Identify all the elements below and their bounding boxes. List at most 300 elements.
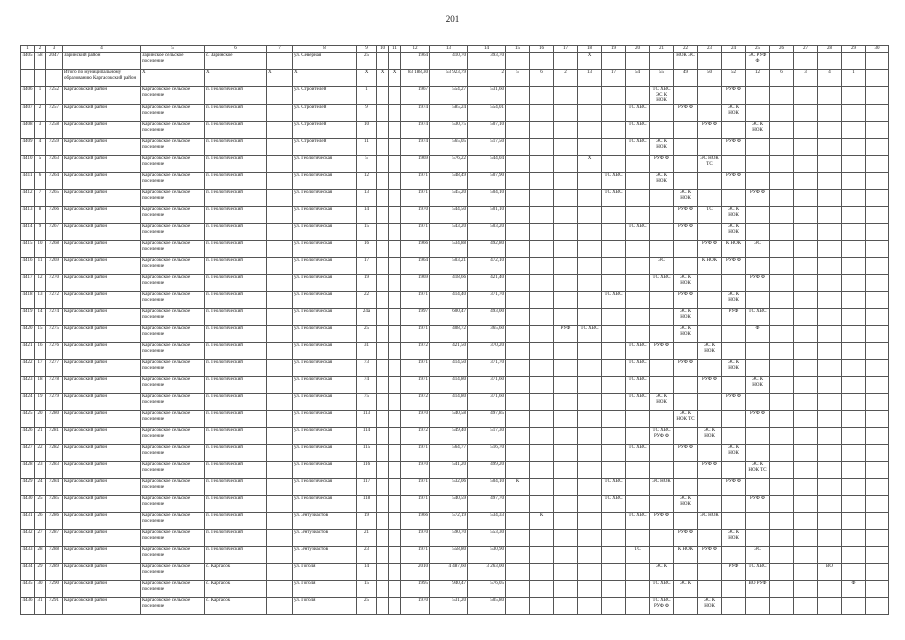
table-cell: п. Геологический xyxy=(205,343,267,360)
table-cell: 7266 xyxy=(46,207,63,224)
table-cell xyxy=(554,156,578,173)
table-cell xyxy=(794,156,818,173)
table-cell xyxy=(866,224,889,241)
table-cell xyxy=(818,360,842,377)
table-cell xyxy=(746,479,770,496)
table-cell xyxy=(530,86,554,104)
table-cell xyxy=(377,394,389,411)
table-cell xyxy=(842,462,866,479)
table-cell: 6 xyxy=(530,69,554,86)
table-cell: ЭС К НОК ТС xyxy=(674,411,698,428)
table-cell xyxy=(377,86,389,104)
table-cell xyxy=(722,122,746,139)
table-cell: п. Геологический xyxy=(205,173,267,190)
table-cell xyxy=(506,224,530,241)
table-cell xyxy=(722,598,746,615)
table-cell: 1970 xyxy=(401,530,430,547)
table-cell: 365,60 xyxy=(468,326,506,343)
table-cell: 558,80 xyxy=(430,547,468,564)
table-cell: 8 xyxy=(35,207,46,224)
table-cell xyxy=(698,445,722,462)
table-cell xyxy=(267,462,293,479)
table-cell xyxy=(674,258,698,275)
table-cell: п. Геологический xyxy=(205,530,267,547)
table-cell: 503,21 xyxy=(430,258,468,275)
table-cell xyxy=(818,513,842,530)
table-cell xyxy=(578,139,602,156)
table-cell xyxy=(746,428,770,445)
table-cell: ул. Гоголя xyxy=(293,581,357,598)
table-cell xyxy=(377,190,389,207)
table-cell xyxy=(578,394,602,411)
table-cell: 9 xyxy=(357,105,377,122)
table-cell xyxy=(866,173,889,190)
table-cell: 371,70 xyxy=(468,360,506,377)
table-cell: ТС ХВС xyxy=(650,581,674,598)
table-cell: Каргасокское сельское поселение xyxy=(141,394,205,411)
table-cell: 7 xyxy=(35,190,46,207)
table-cell: 1971 xyxy=(401,326,430,343)
table-cell xyxy=(866,530,889,547)
table-cell: ул. Геологическая xyxy=(293,309,357,326)
table-cell xyxy=(530,394,554,411)
table-cell xyxy=(554,105,578,122)
column-number: 26 xyxy=(770,46,794,53)
table-cell xyxy=(578,462,602,479)
table-cell xyxy=(698,105,722,122)
table-cell: ТС ХВС РУФ Ф xyxy=(650,428,674,445)
table-cell xyxy=(267,105,293,122)
table-cell xyxy=(530,547,554,564)
table-row xyxy=(21,156,889,173)
table-cell: ул. Геологическая xyxy=(293,173,357,190)
column-number: 24 xyxy=(722,46,746,53)
table-cell: 4418 xyxy=(21,292,35,309)
table-cell: К НОК xyxy=(698,258,722,275)
table-cell xyxy=(530,564,554,581)
table-cell xyxy=(506,428,530,445)
table-cell xyxy=(389,207,401,224)
table-cell xyxy=(626,564,650,581)
table-cell xyxy=(602,581,626,598)
table-cell: п. Геологический xyxy=(205,190,267,207)
table-cell: 4419 xyxy=(21,309,35,326)
table-cell: Каргасокский район xyxy=(63,530,141,547)
table-cell xyxy=(578,360,602,377)
table-cell xyxy=(554,173,578,190)
table-cell: ул. Геологическая xyxy=(293,394,357,411)
table-cell: 7276 xyxy=(46,343,63,360)
table-cell: ул. Энтузиастов xyxy=(293,513,357,530)
table-cell: 31 xyxy=(357,343,377,360)
table-cell: 414,80 xyxy=(430,377,468,394)
table-row xyxy=(21,207,889,224)
table-cell: 7264 xyxy=(46,173,63,190)
table-cell: X xyxy=(389,69,401,86)
table-cell: 499,20 xyxy=(468,462,506,479)
table-cell xyxy=(866,122,889,139)
table-cell: Каргасокское сельское поселение xyxy=(141,377,205,394)
table-cell: п. Геологический xyxy=(205,496,267,513)
table-cell xyxy=(698,496,722,513)
table-cell: 507,10 xyxy=(468,122,506,139)
table-cell xyxy=(866,156,889,173)
table-cell: 572,19 xyxy=(430,513,468,530)
table-cell xyxy=(794,343,818,360)
table-cell: Ф xyxy=(746,326,770,343)
table-cell: 4428 xyxy=(21,462,35,479)
table-cell xyxy=(842,496,866,513)
table-cell: 410,70 xyxy=(430,52,468,69)
table-row xyxy=(21,258,889,275)
table-cell: Каргасокское сельское поселение xyxy=(141,105,205,122)
table-cell xyxy=(626,326,650,343)
table-cell xyxy=(506,394,530,411)
table-cell xyxy=(698,275,722,292)
table-cell xyxy=(674,241,698,258)
table-cell xyxy=(530,581,554,598)
table-cell xyxy=(626,207,650,224)
table-cell xyxy=(698,292,722,309)
table-cell: ТС ХВС xyxy=(626,343,650,360)
table-cell xyxy=(530,377,554,394)
table-cell xyxy=(770,496,794,513)
table-cell: X xyxy=(141,69,205,86)
table-cell xyxy=(602,224,626,241)
table-cell xyxy=(554,496,578,513)
table-cell xyxy=(842,275,866,292)
table-cell xyxy=(377,530,389,547)
table-row xyxy=(21,139,889,156)
table-cell: п. Геологический xyxy=(205,513,267,530)
table-cell xyxy=(650,105,674,122)
table-cell: Каргасокский район xyxy=(63,326,141,343)
table-cell xyxy=(650,496,674,513)
table-cell: 532,06 xyxy=(430,479,468,496)
table-cell xyxy=(746,173,770,190)
table-cell xyxy=(842,122,866,139)
table-cell: 7279 xyxy=(46,394,63,411)
table-cell xyxy=(267,598,293,615)
table-cell xyxy=(842,292,866,309)
table-cell xyxy=(626,241,650,258)
table-cell: 30 xyxy=(35,581,46,598)
table-cell: 504,10 xyxy=(468,190,506,207)
table-cell: ТС ХВС xyxy=(626,139,650,156)
table-cell xyxy=(818,156,842,173)
table-cell xyxy=(722,581,746,598)
table-cell: 24а xyxy=(357,309,377,326)
table-cell xyxy=(506,207,530,224)
table-cell: 13 xyxy=(578,69,602,86)
table-cell: 4434 xyxy=(21,564,35,581)
table-cell: 548,49 xyxy=(430,173,468,190)
table-cell xyxy=(674,343,698,360)
column-number: 25 xyxy=(746,46,770,53)
table-cell: Каргасокский район xyxy=(63,598,141,615)
table-cell: 7272 xyxy=(46,292,63,309)
table-cell: ул. Геологическая xyxy=(293,496,357,513)
column-number-row xyxy=(21,46,889,53)
table-cell: 7284 xyxy=(46,479,63,496)
table-cell xyxy=(602,122,626,139)
table-row xyxy=(21,394,889,411)
table-cell: 16 xyxy=(35,343,46,360)
table-cell: 497,85 xyxy=(468,411,506,428)
table-cell: 29 xyxy=(35,564,46,581)
table-row xyxy=(21,309,889,326)
table-cell xyxy=(770,411,794,428)
table-cell xyxy=(818,224,842,241)
table-cell xyxy=(626,275,650,292)
table-cell: Каргасокское сельское поселение xyxy=(141,581,205,598)
table-cell xyxy=(770,173,794,190)
table-cell: ул. Геологическая xyxy=(293,411,357,428)
table-cell: 1967 xyxy=(401,86,430,104)
table-cell xyxy=(746,139,770,156)
table-cell xyxy=(746,292,770,309)
table-cell: ул. Строителей xyxy=(293,139,357,156)
table-cell xyxy=(818,86,842,104)
table-cell: 4425 xyxy=(21,411,35,428)
table-cell: ЭС НОК ТС xyxy=(698,156,722,173)
table-cell: 50 xyxy=(698,69,722,86)
table-cell: 371,70 xyxy=(468,292,506,309)
table-cell: 414,50 xyxy=(430,360,468,377)
table-cell xyxy=(267,139,293,156)
table-cell xyxy=(267,428,293,445)
table-cell xyxy=(267,309,293,326)
table-cell xyxy=(770,343,794,360)
table-cell: ВО РУФ xyxy=(746,581,770,598)
table-cell xyxy=(770,462,794,479)
table-cell: ул. Энтузиастов xyxy=(293,547,357,564)
table-cell: 421,50 xyxy=(430,343,468,360)
table-cell xyxy=(267,207,293,224)
table-cell xyxy=(389,377,401,394)
table-cell: п. Геологический xyxy=(205,445,267,462)
table-cell xyxy=(506,411,530,428)
table-cell: с. Каргасок xyxy=(205,564,267,581)
table-cell xyxy=(389,428,401,445)
table-cell xyxy=(674,428,698,445)
table-cell: 497,70 xyxy=(468,496,506,513)
table-cell xyxy=(506,496,530,513)
table-cell xyxy=(650,52,674,69)
column-number: 15 xyxy=(506,46,530,53)
table-cell: X xyxy=(205,69,267,86)
table-cell xyxy=(602,241,626,258)
table-cell: РУФ Ф xyxy=(674,105,698,122)
table-cell xyxy=(554,292,578,309)
table-cell: 554,27 xyxy=(430,86,468,104)
table-cell xyxy=(506,598,530,615)
table-cell: с. Заринское xyxy=(205,52,267,69)
table-cell xyxy=(866,462,889,479)
table-cell xyxy=(578,224,602,241)
table-cell xyxy=(389,275,401,292)
table-cell xyxy=(650,207,674,224)
table-cell xyxy=(770,377,794,394)
table-cell xyxy=(530,428,554,445)
table-cell: ЭС К НОК xyxy=(674,309,698,326)
table-row xyxy=(21,496,889,513)
table-cell xyxy=(377,547,389,564)
table-cell: 13 xyxy=(357,190,377,207)
table-cell: 1970 xyxy=(401,411,430,428)
table-cell: X xyxy=(377,69,389,86)
table-cell: ЭС К НОК xyxy=(674,275,698,292)
table-cell: ул. Геологическая xyxy=(293,241,357,258)
table-cell: п. Геологический xyxy=(205,377,267,394)
table-cell xyxy=(554,513,578,530)
table-cell xyxy=(794,428,818,445)
table-cell: 1971 xyxy=(401,496,430,513)
table-cell xyxy=(842,394,866,411)
table-cell: 4 487,60 xyxy=(430,564,468,581)
table-cell xyxy=(389,564,401,581)
table-cell: ЭС xyxy=(746,547,770,564)
table-cell: п. Геологический xyxy=(205,122,267,139)
table-cell: 7252 xyxy=(46,86,63,104)
table-cell: Каргасокское сельское поселение xyxy=(141,496,205,513)
table-cell xyxy=(842,309,866,326)
table-cell xyxy=(377,173,389,190)
table-cell xyxy=(794,105,818,122)
table-cell xyxy=(554,343,578,360)
table-cell xyxy=(506,581,530,598)
table-cell: 118 xyxy=(357,496,377,513)
table-cell xyxy=(866,496,889,513)
table-cell xyxy=(866,105,889,122)
table-cell xyxy=(578,86,602,104)
table-cell: Каргасокский район xyxy=(63,156,141,173)
column-number: 20 xyxy=(626,46,650,53)
table-cell xyxy=(770,207,794,224)
table-cell xyxy=(866,292,889,309)
table-cell xyxy=(389,394,401,411)
table-cell xyxy=(389,105,401,122)
table-cell xyxy=(377,309,389,326)
table-cell: ЭС К НОК xyxy=(722,292,746,309)
table-cell xyxy=(267,581,293,598)
table-cell: 13 xyxy=(35,292,46,309)
table-cell xyxy=(506,258,530,275)
table-cell: 1966 xyxy=(401,241,430,258)
column-number: 8 xyxy=(293,46,357,53)
table-cell xyxy=(818,343,842,360)
table-cell xyxy=(722,156,746,173)
table-cell xyxy=(698,564,722,581)
table-cell: 4405 xyxy=(21,52,35,69)
table-row xyxy=(21,445,889,462)
table-cell: ЭС К НОК xyxy=(722,207,746,224)
table-cell: ТС ХВС xyxy=(746,564,770,581)
table-cell xyxy=(650,530,674,547)
table-cell: РУФ Ф xyxy=(674,292,698,309)
table-cell: 1971 xyxy=(401,190,430,207)
table-cell xyxy=(530,173,554,190)
table-cell xyxy=(746,105,770,122)
table-cell: п. Геологический xyxy=(205,105,267,122)
table-cell: ЭС К НОК xyxy=(674,190,698,207)
table-cell xyxy=(578,411,602,428)
table-cell: ЭС К НОК xyxy=(650,394,674,411)
table-cell: ул. Геологическая xyxy=(293,156,357,173)
table-cell: ЭС К НОК xyxy=(722,530,746,547)
column-number: 22 xyxy=(674,46,698,53)
table-cell xyxy=(746,445,770,462)
table-cell: 4412 xyxy=(21,190,35,207)
table-cell: РУФ Ф xyxy=(698,377,722,394)
table-cell: 7275 xyxy=(46,326,63,343)
table-cell xyxy=(770,122,794,139)
table-cell xyxy=(506,326,530,343)
table-cell xyxy=(722,343,746,360)
table-cell xyxy=(267,530,293,547)
table-cell xyxy=(746,513,770,530)
table-cell: ЭС xyxy=(746,241,770,258)
table-cell xyxy=(794,173,818,190)
table-cell xyxy=(794,530,818,547)
table-cell: п. Геологический xyxy=(205,207,267,224)
table-cell: ТС ХВС xyxy=(626,445,650,462)
table-cell: 1970 xyxy=(401,598,430,615)
table-cell xyxy=(377,241,389,258)
table-cell: РУФ Ф xyxy=(746,190,770,207)
table-cell xyxy=(626,156,650,173)
table-cell: 1971 xyxy=(401,445,430,462)
table-cell xyxy=(35,69,46,86)
table-cell xyxy=(554,411,578,428)
table-cell xyxy=(674,479,698,496)
table-cell xyxy=(842,530,866,547)
table-cell xyxy=(377,105,389,122)
table-cell xyxy=(818,241,842,258)
table-cell: 25 xyxy=(357,598,377,615)
table-cell: 501,10 xyxy=(468,207,506,224)
table-cell xyxy=(698,479,722,496)
table-cell: 371,60 xyxy=(468,394,506,411)
table-cell xyxy=(267,445,293,462)
table-cell xyxy=(842,377,866,394)
table-cell xyxy=(506,343,530,360)
table-cell xyxy=(602,309,626,326)
table-cell: ЭС К НОК xyxy=(746,377,770,394)
table-cell: 540,59 xyxy=(430,496,468,513)
table-cell xyxy=(377,445,389,462)
table-cell xyxy=(866,428,889,445)
table-cell: ЭС К НОК xyxy=(698,598,722,615)
table-cell xyxy=(794,309,818,326)
table-cell xyxy=(578,309,602,326)
table-cell xyxy=(722,428,746,445)
table-cell: Каргасокский район xyxy=(63,105,141,122)
table-cell xyxy=(794,190,818,207)
column-number: 18 xyxy=(578,46,602,53)
table-cell xyxy=(267,360,293,377)
table-cell: 58 xyxy=(35,52,46,69)
table-cell xyxy=(506,190,530,207)
table-cell xyxy=(267,224,293,241)
table-cell: Каргасокский район xyxy=(63,207,141,224)
table-cell xyxy=(267,326,293,343)
table-row xyxy=(21,564,889,581)
table-cell xyxy=(866,564,889,581)
table-cell xyxy=(698,360,722,377)
table-cell: Каргасокское сельское поселение xyxy=(141,547,205,564)
table-cell xyxy=(377,258,389,275)
